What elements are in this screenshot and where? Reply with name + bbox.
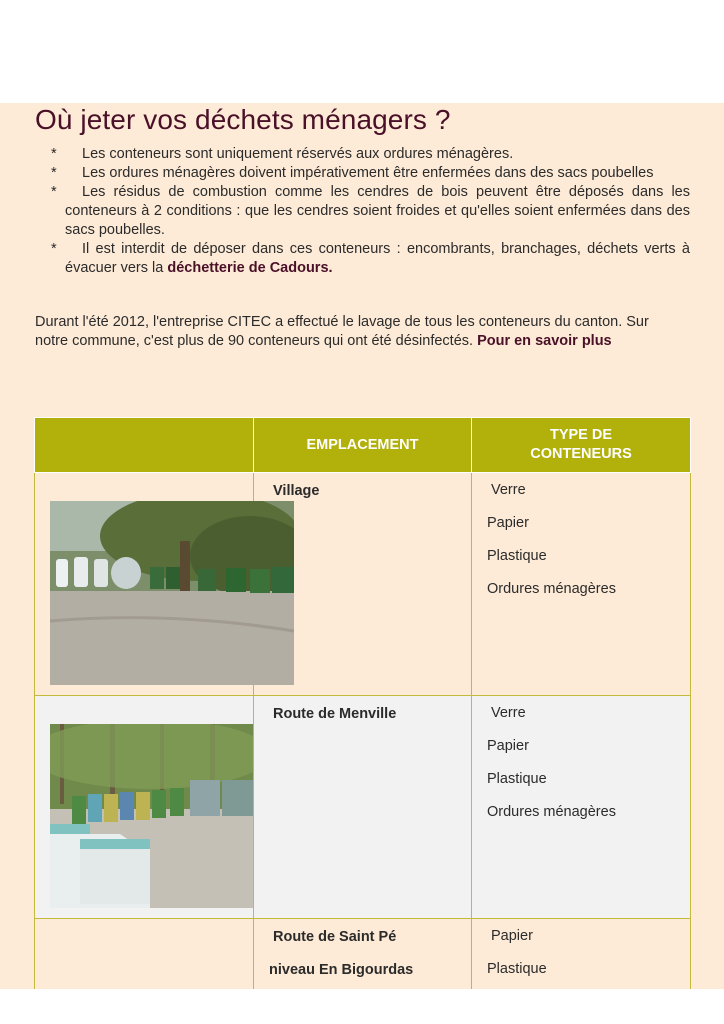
menville-photo: [50, 724, 253, 908]
location-label: Route de Menville: [273, 706, 397, 722]
page-title: Où jeter vos déchets ménagers ?: [35, 104, 451, 135]
content-area: [0, 103, 724, 989]
list-item: [35, 145, 690, 164]
type-item: Plastique: [487, 548, 547, 564]
bullet-mark: *: [51, 241, 57, 257]
type-list: [472, 919, 690, 979]
rules-list: [35, 145, 690, 278]
list-item: [35, 183, 690, 240]
list-item-text: Les résidus de combustion comme les cendres de bois peuvent être déposés dans les conteneurs à 2 conditions : que les cendres soient froides et qu'elles soient enfermées dans des sacs poubelles.: [65, 184, 690, 238]
type-item: Papier: [487, 738, 529, 754]
citec-paragraph: [35, 313, 685, 351]
photo-cell: [35, 919, 254, 990]
dechetterie-link[interactable]: déchetterie de Cadours.: [167, 260, 333, 276]
type-list: [472, 473, 690, 599]
type-item: Verre: [491, 482, 526, 498]
header-type-label: TYPE DE CONTENEURS: [530, 427, 632, 462]
table-row: [35, 473, 691, 696]
learn-more-link[interactable]: Pour en savoir plus: [477, 333, 612, 349]
location-label: Village: [273, 483, 320, 499]
list-item: [35, 240, 690, 278]
type-list: [472, 696, 690, 822]
list-item-text: Les ordures ménagères doivent impérativement être enfermées dans des sacs poubelles: [82, 165, 654, 181]
photo-cell: [35, 473, 254, 696]
type-item: Plastique: [487, 771, 547, 787]
header-type: [472, 418, 691, 473]
village-photo: [50, 501, 294, 685]
header-location: EMPLACEMENT: [254, 418, 472, 473]
bullet-mark: *: [51, 165, 57, 181]
type-cell: [472, 919, 691, 990]
location-cell: [254, 919, 472, 990]
header-photo: [35, 418, 254, 473]
type-item: Papier: [487, 515, 529, 531]
type-item: Papier: [491, 928, 533, 944]
table-header-row: [35, 418, 691, 473]
paragraph-text: Durant l'été 2012, l'entreprise CITEC a effectué le lavage de tous les conteneurs du canton. Sur notre commune, c'est plus de 90 conteneurs qui ont été désinfectés.: [35, 314, 649, 349]
table-row: [35, 919, 691, 990]
type-cell: [472, 696, 691, 919]
list-item-text: Il est interdit de déposer dans ces conteneurs : encombrants, branchages, déchets verts à évacuer vers la: [65, 241, 690, 276]
type-item: Verre: [491, 705, 526, 721]
photo-cell: [35, 696, 254, 919]
type-item: Plastique: [487, 961, 547, 977]
type-item: Ordures ménagères: [487, 581, 616, 597]
bullet-mark: *: [51, 146, 57, 162]
type-cell: [472, 473, 691, 696]
list-item: [35, 164, 690, 183]
table-row: [35, 696, 691, 919]
location-label-line2: niveau En Bigourdas: [269, 962, 414, 978]
type-item: Ordures ménagères: [487, 804, 616, 820]
location-label: Route de Saint Pé: [273, 929, 397, 945]
bullet-mark: *: [51, 184, 57, 200]
containers-table: [34, 417, 690, 989]
list-item-text: Les conteneurs sont uniquement réservés aux ordures ménagères.: [82, 146, 514, 162]
location-cell: [254, 696, 472, 919]
